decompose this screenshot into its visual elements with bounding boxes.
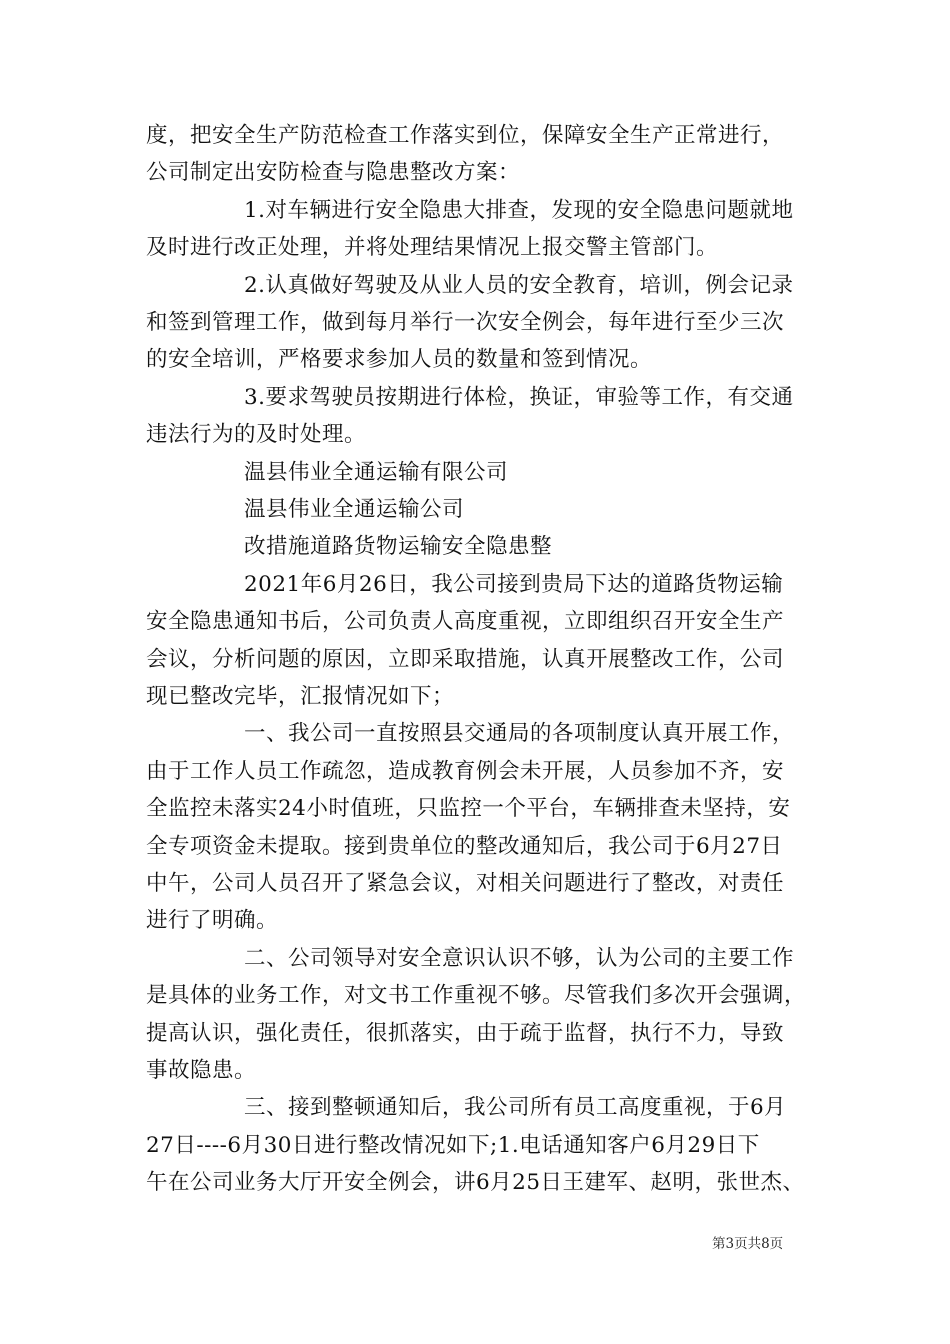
text-line: 2.认真做好驾驶及从业人员的安全教育，培训，例会记录 [244,273,794,298]
text-line: 1.对车辆进行安全隐患大排查，发现的安全隐患问题就地 [244,198,794,223]
text-line: 安全隐患通知书后，公司负责人高度重视，立即组织召开安全生产 [146,609,785,634]
text-line: 午在公司业务大厅开安全例会，讲6月25日王建军、赵明，张世杰、 [146,1170,805,1195]
text-line: 温县伟业全通运输公司 [244,497,465,522]
text-line: 会议，分析问题的原因，立即采取措施，认真开展整改工作，公司 [146,647,785,672]
text-line: 改措施道路货物运输安全隐患整 [244,534,553,559]
text-line: 的安全培训，严格要求参加人员的数量和签到情况。 [146,347,653,372]
text-line: 3.要求驾驶员按期进行体检，换证，审验等工作，有交通 [244,385,794,410]
text-line: 全监控未落实24小时值班，只监控一个平台，车辆排查未坚持，安 [146,796,791,821]
text-line: 由于工作人员工作疏忽，造成教育例会未开展，人员参加不齐，安 [146,759,785,784]
text-line: 2021年6月26日，我公司接到贵局下达的道路货物运输 [244,572,784,597]
text-line: 度，把安全生产防范检查工作落实到位，保障安全生产正常进行， [146,123,785,148]
text-line: 是具体的业务工作，对文书工作重视不够。尽管我们多次开会强调， [146,983,807,1008]
text-line: 全专项资金未提取。接到贵单位的整改通知后，我公司于6月27日 [146,834,783,859]
text-line: 违法行为的及时处理。 [146,422,367,447]
text-line: 温县伟业全通运输有限公司 [244,460,509,485]
text-line: 提高认识，强化责任，很抓落实，由于疏于监督，执行不力，导致 [146,1021,785,1046]
text-line: 27日----6月30日进行整改情况如下;1.电话通知客户6月29日下 [146,1133,760,1158]
text-line: 现已整改完毕，汇报情况如下； [146,684,455,709]
text-line: 二、公司领导对安全意识认识不够，认为公司的主要工作 [244,946,795,971]
text-line: 一、我公司一直按照县交通局的各项制度认真开展工作， [244,721,795,746]
text-line: 公司制定出安防检查与隐患整改方案： [146,160,521,185]
text-line: 三、接到整顿通知后，我公司所有员工高度重视，于6月 [244,1095,787,1120]
text-line: 中午，公司人员召开了紧急会议，对相关问题进行了整改，对责任 [146,871,785,896]
text-line: 及时进行改正处理，并将处理结果情况上报交警主管部门。 [146,235,719,260]
text-line: 和签到管理工作，做到每月举行一次安全例会，每年进行至少三次 [146,310,785,335]
page-number: 第3页共8页 [712,1236,784,1252]
text-line: 进行了明确。 [146,908,279,933]
text-line: 事故隐患。 [146,1058,257,1083]
